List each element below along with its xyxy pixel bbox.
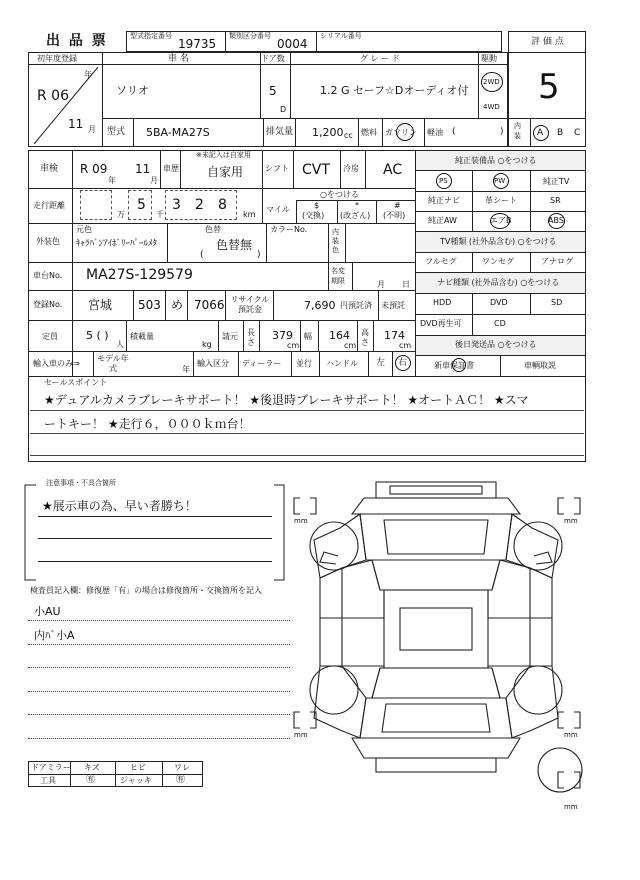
inspector-line1: 小AU <box>34 605 61 618</box>
color-original-value: ｷｬﾗﾊﾞﾝｱｲﾎﾞﾘｰﾊﾟｰﾙﾒﾀ <box>76 239 158 249</box>
drive-4wd: 4WD <box>483 103 500 111</box>
recycle-value: 7,690 <box>304 299 336 312</box>
mileage-digit-4: 8 <box>218 197 227 213</box>
mileage-digit-3: 2 <box>195 197 204 213</box>
notes-line1: ★展示車の為、早い者勝ち！ <box>42 499 197 513</box>
equip-leather: 革シート <box>485 196 517 205</box>
equip-sr: SR <box>550 196 561 205</box>
drive-label: 駆動 <box>481 54 497 63</box>
width-value: 164 <box>329 329 350 342</box>
mileage-digit-2: 3 <box>172 197 181 213</box>
equip-navi: 純正ナビ <box>428 196 460 205</box>
equip-abs: ABS <box>548 216 564 225</box>
equip-tv: 純正TV <box>543 177 570 186</box>
equip-airbag: エアB <box>490 216 512 225</box>
shaken-month: 11 <box>135 162 151 176</box>
form-title: 出 品 票 <box>46 33 108 49</box>
reg-region: 宮城 <box>88 298 113 312</box>
reg-kana: め <box>171 298 184 312</box>
sales-points-label: セールスポイント <box>44 378 108 387</box>
capacity-value: 5 ( ) <box>86 329 109 342</box>
fuel-gasoline: ガソリン <box>385 128 417 137</box>
aircon-value: AC <box>383 162 403 178</box>
later-header: 後日発送品 ○をつける <box>455 340 537 349</box>
katashiki-label: 型式指定番号 <box>130 32 172 40</box>
first-reg-year: R 06 <box>37 88 69 104</box>
reg-class: 503 <box>138 298 161 312</box>
length-value: 379 <box>272 329 293 342</box>
chassis-value: MA27S-129579 <box>86 267 193 283</box>
equip-pw: PW <box>494 177 506 185</box>
doors-value: 5 <box>269 84 277 98</box>
tv-header: TV種類 (社外品含む) ○をつける <box>440 237 557 246</box>
displacement-value: 1,200 <box>312 126 344 139</box>
shaken-year: R 09 <box>80 162 108 176</box>
sales-points-line1: ★デュアルカメラブレーキサポート！ ★後退時ブレーキサポート！ ★オートＡＣ！ ★スマ <box>44 393 529 407</box>
equip-aw: 純正AW <box>428 216 457 225</box>
fuel-gasoline-circle <box>396 123 414 141</box>
serial-label: シリアル番号 <box>320 32 362 40</box>
ruibetsu-label: 類別区分番号 <box>229 32 271 40</box>
doors-label: ドア数 <box>261 54 285 63</box>
drive-2wd: 2WD <box>483 78 500 86</box>
model-value: 5BA-MA27S <box>146 126 210 139</box>
grade-value: 1.2 G セーフ☆Dオーディオ付 <box>320 84 469 97</box>
color-replaced-value: 色替無 <box>216 238 253 252</box>
height-value: 174 <box>384 329 405 342</box>
shift-value: CVT <box>302 162 330 178</box>
notes-label: 注意事項・不具合箇所 <box>46 479 116 487</box>
car-name-value: ソリオ <box>116 84 149 97</box>
first-reg-label: 初年度登録 <box>37 54 77 63</box>
car-damage-diagram <box>280 468 610 828</box>
inspector-line2: 内ﾊﾞ小A <box>34 629 75 642</box>
shareki-value: 自家用 <box>207 165 244 179</box>
car-name-label: 車 名 <box>168 54 189 64</box>
sales-points-line2: ートキー！ ★走行６，０００ｋｍ台！ <box>44 417 251 431</box>
katashiki-value: 19735 <box>178 37 217 51</box>
ruibetsu-value: 0004 <box>277 37 308 51</box>
mileage-digit-1: 5 <box>137 197 146 213</box>
grade-label: グ レ ー ド <box>360 54 400 63</box>
inspector-label: 検査員記入欄：修復歴「有」の場合は修復箇所・交換箇所を記入 <box>30 586 262 595</box>
equipment-header: 純正装備品 ○をつける <box>455 156 537 165</box>
equip-ps: PS <box>439 177 448 185</box>
score-value: 5 <box>538 67 560 107</box>
reg-number: 7066 <box>194 298 225 312</box>
first-reg-month: 11 <box>68 117 84 131</box>
score-label: 評 価 点 <box>531 37 564 47</box>
navi-header: ナビ種類 (社外品含む) ○をつける <box>437 278 560 287</box>
